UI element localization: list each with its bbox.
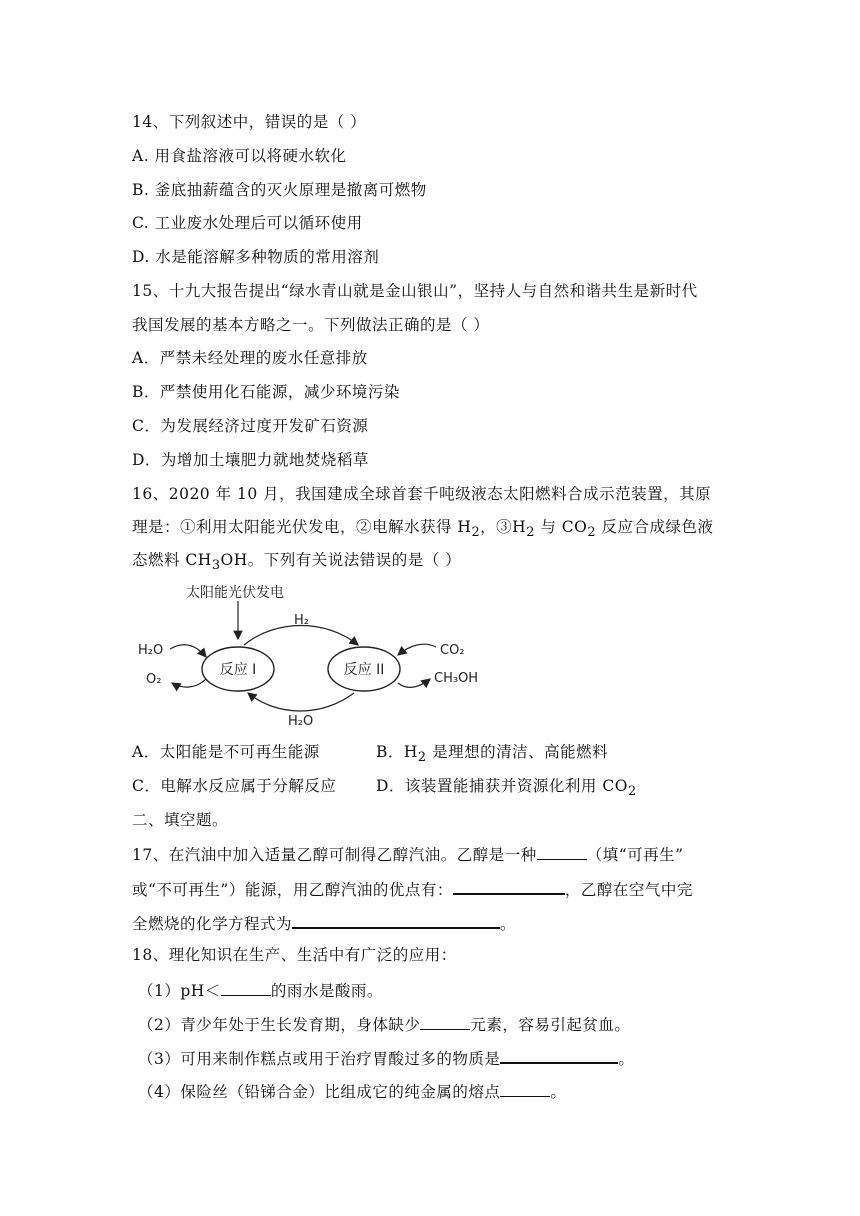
reaction1-label: 反应 I: [219, 662, 257, 678]
q15-stem-line1: 15、十九大报告提出“绿水青山就是金山银山”，坚持人与自然和谐共生是新时代: [132, 282, 698, 300]
q16-option-c: C．电解水反应属于分解反应: [132, 777, 337, 795]
q16-option-b: B．$H_2$ 是理想的清洁、高能燃料: [376, 743, 609, 766]
solar-power-label: 太阳能光伏发电: [186, 585, 284, 601]
q14-option-b: B. 釜底抽薪蕴含的灭火原理是撤离可燃物: [132, 181, 427, 199]
o2-output-label: O₂: [146, 672, 162, 687]
h2-label: H₂: [294, 613, 309, 628]
q18-blank-1[interactable]: [221, 979, 271, 996]
co2-input-arrow: [398, 644, 436, 655]
h2o-input-arrow: [170, 645, 206, 657]
q18-blank-3[interactable]: [500, 1046, 618, 1064]
ch3oh-output-arrow: [398, 679, 430, 687]
q18-blank-4[interactable]: [500, 1080, 550, 1097]
q18-stem: 18、理化知识在生产、生活中有广泛的应用：: [132, 946, 457, 964]
q16-stem-line3: 态燃料 $CH_3OH$。下列有关说法错误的是（ ）: [132, 551, 462, 574]
q14-option-a: A. 用食盐溶液可以将硬水软化: [132, 147, 347, 165]
q16-stem-line1: 16、2020 年 10 月，我国建成全球首套千吨级液态太阳燃料合成示范装置，其原: [132, 485, 712, 503]
h2-arrow: [244, 626, 358, 646]
h2o-return-arrow: [248, 693, 354, 711]
q18-sub4: （4）保险丝（铅锑合金）比组成它的纯金属的熔点 。: [138, 1080, 566, 1102]
q15-stem-line2: 我国发展的基本方略之一。下列做法正确的是（ ）: [132, 316, 490, 334]
section-fill-in-title: 二、填空题。: [132, 811, 229, 829]
q17-blank-3[interactable]: [292, 911, 500, 929]
q15-option-b: B．严禁使用化石能源，减少环境污染: [132, 383, 400, 401]
reaction-cycle-diagram: [136, 583, 496, 733]
q15-option-d: D．为增加土壤肥力就地焚烧稻草: [132, 451, 369, 469]
q18-blank-2[interactable]: [420, 1013, 470, 1030]
ch3oh-output-label: CH₃OH: [434, 671, 479, 686]
q14-stem: 14、下列叙述中，错误的是（ ）: [132, 113, 367, 131]
q18-sub2: （2）青少年处于生长发育期，身体缺少 元素，容易引起贫血。: [138, 1013, 630, 1035]
reaction2-label: 反应 II: [343, 662, 385, 678]
o2-output-arrow: [172, 679, 206, 687]
q15-option-c: C．为发展经济过度开发矿石资源: [132, 417, 369, 435]
h2o-input-label: H₂O: [138, 643, 164, 658]
q17-line1: 17、在汽油中加入适量乙醇可制得乙醇汽油。乙醇是一种 （填“可再生”: [132, 843, 684, 865]
q14-option-c: C. 工业废水处理后可以循环使用: [132, 214, 363, 232]
q16-stem-line2: 理是：①利用太阳能光伏发电，②电解水获得 $H_2$，$③H_2$ 与 $CO_2$ 反应合成绿色液: [132, 518, 714, 541]
q17-blank-2[interactable]: [453, 877, 565, 895]
q17-blank-1[interactable]: [537, 843, 587, 860]
q18-sub1: （1）pH＜ 的雨水是酸雨。: [138, 979, 383, 1001]
h2o-return-label: H₂O: [288, 714, 314, 729]
q16-option-a: A．太阳能是不可再生能源: [132, 743, 320, 761]
q17-line3: 全燃烧的化学方程式为 。: [132, 911, 516, 934]
q17-line2: 或“不可再生”）能源，用乙醇汽油的优点有： ，乙醇在空气中完: [132, 877, 693, 900]
q15-option-a: A．严禁未经处理的废水任意排放: [132, 349, 368, 367]
q14-option-d: D. 水是能溶解多种物质的常用溶剂: [132, 248, 380, 266]
co2-input-label: CO₂: [440, 643, 465, 658]
q16-option-d: D．该装置能捕获并资源化利用 $CO_2$: [376, 777, 637, 800]
q18-sub3: （3）可用来制作糕点或用于治疗胃酸过多的物质是 。: [138, 1046, 634, 1069]
